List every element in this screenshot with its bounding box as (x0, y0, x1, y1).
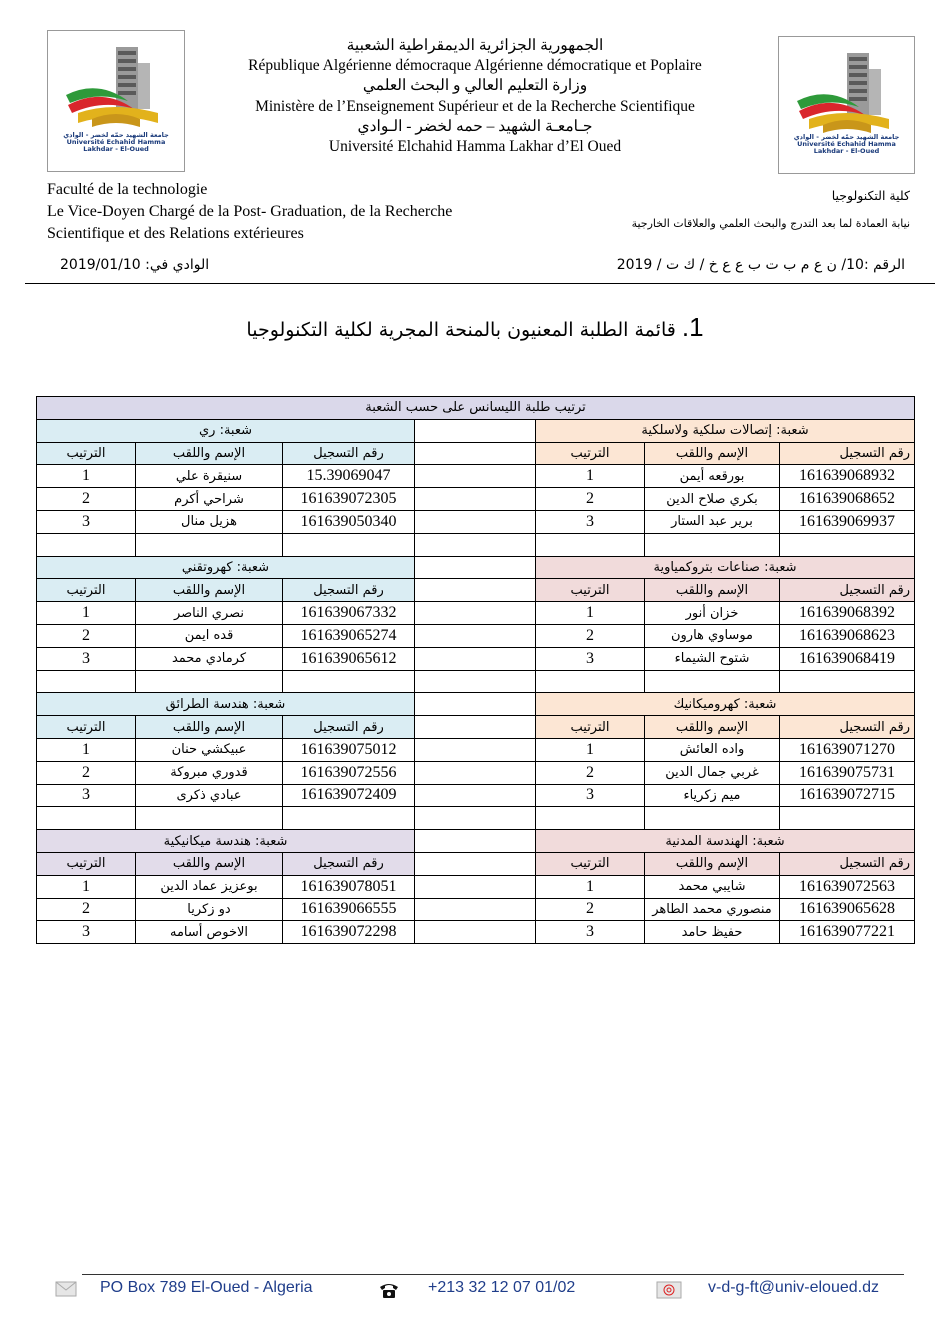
empty-cell (415, 488, 536, 511)
header-rank: الترتيب (37, 579, 136, 602)
student-name-cell: كرمادي محمد (136, 647, 283, 670)
table-row (37, 624, 915, 647)
logo-caption: جامعة الشهيد حمّه لخضر - الوادي Université Echahid Hamma Lakhdar - El-Oued (793, 132, 900, 155)
header-line-ar-1: الجمهورية الجزائرية الديمقراطية الشعبية (346, 37, 604, 54)
header-rank: الترتيب (536, 579, 645, 602)
header-line-fr-2: Ministère de l’Enseignement Supérieur et de la Recherche Scientifique (255, 97, 695, 115)
university-logo-icon (58, 39, 176, 139)
header-rank: الترتيب (536, 852, 645, 875)
email-at-icon (656, 1281, 682, 1299)
header-line-ar-3: جـامعـة الشهيد – حمه لخضر - الـوادي (357, 117, 593, 135)
footer-phone: +213 32 12 07 01/02 (428, 1279, 576, 1296)
student-name-cell: بوعزيز عماد الدين (136, 875, 283, 898)
student-name-cell: بورقعه أيمن (645, 465, 780, 488)
empty-cell (415, 465, 536, 488)
empty-cell (415, 419, 536, 442)
rank-cell: 1 (37, 875, 136, 898)
empty-cell (415, 807, 536, 830)
student-name-cell: عبادي ذكرى (136, 784, 283, 807)
student-name-cell: بكري صلاح الدين (645, 488, 780, 511)
header-rank: الترتيب (37, 442, 136, 465)
spacer-row (37, 670, 915, 693)
section-title-right: شعبة: إتصالات سلكية ولاسلكية (536, 419, 915, 442)
registration-number-cell: 161639050340 (283, 510, 415, 533)
student-name-cell: شراحي أكرم (136, 488, 283, 511)
title-number: 1. (681, 312, 704, 342)
empty-cell (283, 670, 415, 693)
student-name-cell: برير عبد الستار (645, 510, 780, 533)
student-name-cell: موساوي هارون (645, 624, 780, 647)
rank-cell: 1 (37, 738, 136, 761)
footer-divider (82, 1274, 904, 1275)
empty-cell (645, 533, 780, 556)
document-reference-number: الرقم :10/ ن ع م ب ت ب ع ع خ / ك ت / 2019 (616, 257, 905, 273)
spacer-row (37, 807, 915, 830)
column-header-row (37, 579, 915, 602)
header-id: رقم التسجيل (283, 716, 415, 739)
empty-cell (136, 807, 283, 830)
rank-cell: 2 (37, 624, 136, 647)
header-name: الإسم واللقب (645, 716, 780, 739)
spacer-row (37, 533, 915, 556)
empty-cell (415, 556, 536, 579)
registration-number-cell: 161639071270 (780, 738, 915, 761)
student-name-cell: واده العائش (645, 738, 780, 761)
empty-cell (415, 510, 536, 533)
empty-cell (780, 807, 915, 830)
student-name-cell: قده ايمن (136, 624, 283, 647)
header-id: رقم التسجيل (283, 579, 415, 602)
section-title-left: شعبة: هندسة الطرائق (37, 693, 415, 716)
empty-cell (136, 670, 283, 693)
empty-cell (780, 670, 915, 693)
empty-cell (415, 898, 536, 921)
empty-cell (415, 647, 536, 670)
empty-cell (536, 670, 645, 693)
empty-cell (536, 807, 645, 830)
table-row (37, 465, 915, 488)
title-text: قائمة الطلبة المعنيون بالمنحة المجرية لكلية التكنولوجيا (246, 319, 676, 341)
student-name-cell: هزيل منال (136, 510, 283, 533)
table-row (37, 647, 915, 670)
student-name-cell: دو زكريا (136, 898, 283, 921)
header-name: الإسم واللقب (136, 852, 283, 875)
rank-cell: 3 (37, 647, 136, 670)
header-name: الإسم واللقب (136, 442, 283, 465)
rank-cell: 2 (37, 898, 136, 921)
column-header-row (37, 442, 915, 465)
empty-cell (37, 670, 136, 693)
rank-cell: 3 (37, 921, 136, 944)
header-id: رقم التسجيل (780, 852, 915, 875)
student-name-cell: قدوري مبروكة (136, 761, 283, 784)
empty-cell (645, 670, 780, 693)
faculty-block-fr: Faculté de la technologie Le Vice-Doyen Chargé de la Post- Graduation, de la Recherche Scientifique et des Relations extérieures (47, 181, 453, 242)
section-title-right: شعبة: الهندسة المدنية (536, 830, 915, 853)
empty-cell (415, 579, 536, 602)
header-line-ar-2: وزارة التعليم العالي و البحث العلمي (362, 77, 588, 95)
empty-cell (415, 761, 536, 784)
registration-number-cell: 161639072715 (780, 784, 915, 807)
section-row (37, 556, 915, 579)
empty-cell (780, 533, 915, 556)
table-caption: ترتيب طلبة الليسانس على حسب الشعبة (37, 397, 915, 420)
registration-number-cell: 161639068419 (780, 647, 915, 670)
header-line-fr-3: Université Elchahid Hamma Lakhar d’El Oued (328, 138, 622, 156)
empty-cell (415, 784, 536, 807)
footer-address: PO Box 789 El-Oued - Algeria (100, 1279, 313, 1296)
university-logo-icon (789, 45, 907, 145)
registration-number-cell: 161639075012 (283, 738, 415, 761)
student-name-cell: ميم زكرياء (645, 784, 780, 807)
empty-cell (283, 533, 415, 556)
rank-cell: 1 (536, 738, 645, 761)
table-row (37, 761, 915, 784)
rank-cell: 3 (536, 921, 645, 944)
table-row (37, 898, 915, 921)
empty-cell (415, 602, 536, 625)
rank-cell: 2 (536, 898, 645, 921)
student-name-cell: شتوح الشيماء (645, 647, 780, 670)
rank-cell: 3 (37, 784, 136, 807)
table-row (37, 510, 915, 533)
header-line-fr-1: République Algérienne démocraque Algérienne démocratique et Poplaire (248, 57, 702, 75)
section-title-right: شعبة: كهروميكانيك (536, 693, 915, 716)
rank-cell: 3 (37, 510, 136, 533)
rank-cell: 3 (536, 647, 645, 670)
student-name-cell: الاخوص أسامه (136, 921, 283, 944)
empty-cell (37, 533, 136, 556)
rank-cell: 2 (536, 624, 645, 647)
registration-number-cell: 161639077221 (780, 921, 915, 944)
empty-cell (37, 807, 136, 830)
student-name-cell: شايبي محمد (645, 875, 780, 898)
table-row (37, 488, 915, 511)
registration-number-cell: 161639072298 (283, 921, 415, 944)
letterhead (190, 36, 760, 157)
registration-number-cell: 161639065612 (283, 647, 415, 670)
empty-cell (415, 875, 536, 898)
empty-cell (415, 852, 536, 875)
student-name-cell: منصوري محمد الطاهر (645, 898, 780, 921)
registration-number-cell: 161639066555 (283, 898, 415, 921)
table-row (37, 738, 915, 761)
rank-cell: 2 (536, 488, 645, 511)
registration-number-cell: 15.39069047 (283, 465, 415, 488)
table-row (37, 875, 915, 898)
student-name-cell: خزان أنور (645, 602, 780, 625)
student-name-cell: نصري الناصر (136, 602, 283, 625)
empty-cell (415, 921, 536, 944)
rank-cell: 2 (37, 761, 136, 784)
empty-cell (536, 533, 645, 556)
header-rank: الترتيب (536, 442, 645, 465)
registration-number-cell: 161639072409 (283, 784, 415, 807)
registration-number-cell: 161639078051 (283, 875, 415, 898)
header-id: رقم التسجيل (780, 579, 915, 602)
empty-cell (415, 830, 536, 853)
header-id: رقم التسجيل (283, 852, 415, 875)
header-name: الإسم واللقب (645, 442, 780, 465)
registration-number-cell: 161639065628 (780, 898, 915, 921)
empty-cell (415, 624, 536, 647)
telephone-icon (378, 1281, 400, 1299)
registration-number-cell: 161639068392 (780, 602, 915, 625)
rank-cell: 1 (37, 465, 136, 488)
document-title (150, 312, 800, 343)
registration-number-cell: 161639069937 (780, 510, 915, 533)
rank-cell: 2 (37, 488, 136, 511)
student-name-cell: غربي جمال الدين (645, 761, 780, 784)
header-id: رقم التسجيل (780, 442, 915, 465)
table-row (37, 921, 915, 944)
student-name-cell: سنيقرة علي (136, 465, 283, 488)
registration-number-cell: 161639072305 (283, 488, 415, 511)
student-name-cell: عبيكشي حنان (136, 738, 283, 761)
rank-cell: 1 (536, 875, 645, 898)
section-row (37, 419, 915, 442)
empty-cell (415, 738, 536, 761)
header-name: الإسم واللقب (645, 579, 780, 602)
rank-cell: 1 (536, 602, 645, 625)
empty-cell (415, 670, 536, 693)
header-name: الإسم واللقب (136, 716, 283, 739)
registration-number-cell: 161639068932 (780, 465, 915, 488)
header-id: رقم التسجيل (283, 442, 415, 465)
registration-number-cell: 161639075731 (780, 761, 915, 784)
footer-email[interactable]: v-d-g-ft@univ-eloued.dz (708, 1279, 879, 1296)
empty-cell (645, 807, 780, 830)
section-title-left: شعبة: هندسة ميكانيكية (37, 830, 415, 853)
student-name-cell: حفيظ حامد (645, 921, 780, 944)
header-rank: الترتيب (37, 716, 136, 739)
header-rank: الترتيب (37, 852, 136, 875)
registration-number-cell: 161639068652 (780, 488, 915, 511)
rank-cell: 3 (536, 510, 645, 533)
empty-cell (415, 693, 536, 716)
section-title-right: شعبة: صناعات بتروكمياوية (536, 556, 915, 579)
header-rank: الترتيب (536, 716, 645, 739)
logo-caption: جامعة الشهيد حمّه لخضر - الوادي Université Echahid Hamma Lakhdar - El-Oued (63, 130, 169, 153)
section-row (37, 830, 915, 853)
registration-number-cell: 161639072563 (780, 875, 915, 898)
registration-number-cell: 161639065274 (283, 624, 415, 647)
university-logo-right (778, 36, 915, 174)
registration-number-cell: 161639068623 (780, 624, 915, 647)
header-id: رقم التسجيل (780, 716, 915, 739)
empty-cell (415, 716, 536, 739)
table-row (37, 784, 915, 807)
empty-cell (136, 533, 283, 556)
empty-cell (415, 442, 536, 465)
section-row (37, 693, 915, 716)
university-logo-left (47, 30, 185, 172)
section-title-left: شعبة: كهروتقني (37, 556, 415, 579)
registration-number-cell: 161639067332 (283, 602, 415, 625)
students-ranking-table (36, 396, 915, 944)
column-header-row (37, 716, 915, 739)
section-title-left: شعبة: ري (37, 419, 415, 442)
envelope-icon (55, 1281, 77, 1297)
empty-cell (415, 533, 536, 556)
column-header-row (37, 852, 915, 875)
faculty-block-ar: كلية التكنولوجيا نيابة العمادة لما بعد التدرج والبحث العلمي والعلاقات الخارجية (631, 188, 910, 230)
document-date: الوادي في: 2019/01/10 (60, 257, 210, 273)
header-name: الإسم واللقب (136, 579, 283, 602)
rank-cell: 2 (536, 761, 645, 784)
header-name: الإسم واللقب (645, 852, 780, 875)
table-row (37, 602, 915, 625)
rank-cell: 3 (536, 784, 645, 807)
registration-number-cell: 161639072556 (283, 761, 415, 784)
rank-cell: 1 (536, 465, 645, 488)
empty-cell (283, 807, 415, 830)
header-divider (25, 283, 935, 284)
rank-cell: 1 (37, 602, 136, 625)
